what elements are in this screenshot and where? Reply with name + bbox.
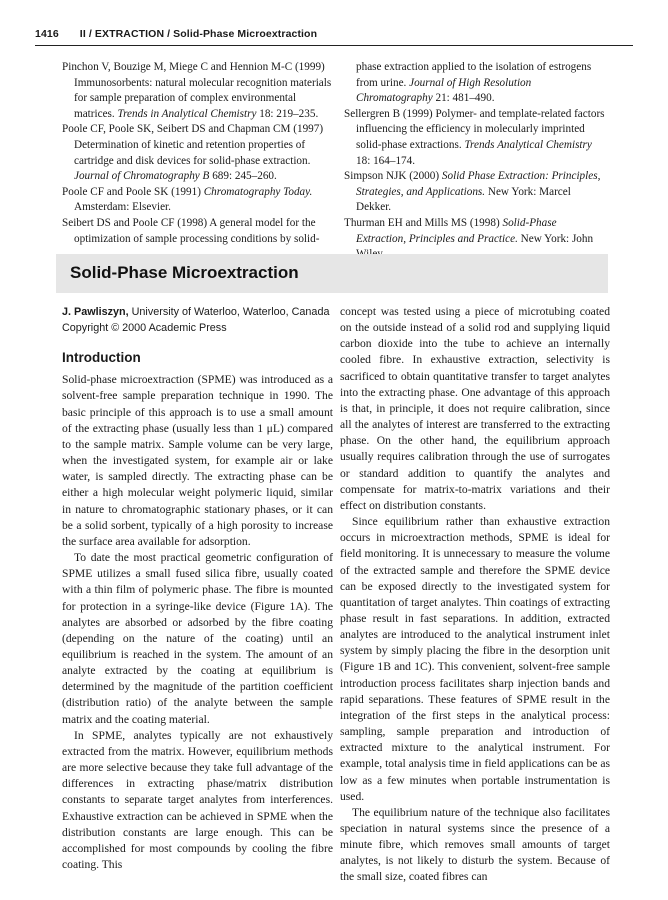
references-left-column — [62, 60, 337, 247]
body-paragraph: The equilibrium nature of the technique also facilitates speciation in natural systems since the presence of a minute fibre, which removes small amounts of target analytes, is not likely to disturb the system. Because of the small size, coated fibres can — [340, 805, 610, 884]
section-heading-introduction: Introduction — [62, 350, 141, 366]
author-affiliation: University of Waterloo, Waterloo, Canada — [128, 306, 330, 318]
body-right-column — [340, 304, 610, 886]
page-number: 1416 — [35, 28, 59, 40]
reference-entry: Poole CF and Poole SK (1991) Chromatography Today. Amsterdam: Elsevier. — [62, 185, 313, 214]
reference-entry: Thurman EH and Mills MS (1998) Solid-Phase Extraction, Principles and Practice. New York: John — [344, 216, 594, 245]
reference-entry: Simpson NJK (2000) Solid Phase Extraction: Principles, Strategies, and Applications. New York: Marcel Dekker. — [344, 170, 601, 214]
body-paragraph: Solid-phase microextraction (SPME) was introduced as a solvent-free sample preparation technique in 1990. The basic principle of this approach is to use a small amount of the extracting phase (usually less than 1 μL) compared to the sample matrix. Sample volume can be very large, when the investigated system, for example air or lake water, is sampled directly. The extracting phase can be either a high molecular weight polymeric liquid, similar in nature to chromatographic stationary phases, or it can be a solid sorbent, typically of a high porosity to increase the surface area available for adsorption. — [62, 373, 333, 548]
header-rule — [35, 45, 633, 46]
author-name: J. Pawliszyn, — [62, 306, 129, 318]
running-header — [35, 28, 633, 40]
reference-entry: Sellergren B (1999) Polymer- and template-related factors influencing the efficiency in molecularly imprinted solid-phase extractions. Trends Analytical Chemistry 18: 164–174. — [344, 107, 605, 167]
body-paragraph: To date the most practical geometric configuration of SPME utilizes a small fused silica fibre, usually coated with a thin film of polymeric phase. The fibre is mounted for protection in a syringe-like device (Figure 1A). The analytes are absorbed or adsorbed by the fibre coating (depending on the nature of the coating) until an equilibrium is reached in the system. The amount of an analyte extracted by the coating at equilibrium is determined by the magnitude of the partition coefficient (distribution ratio) of the analyte between the sample matrix and the coating material. — [62, 551, 333, 726]
running-title: II / EXTRACTION / Solid-Phase Microextraction — [79, 28, 318, 40]
references-right-column — [344, 60, 608, 263]
author-line — [62, 304, 333, 320]
article-title-band — [56, 254, 608, 293]
body-paragraph: concept was tested using a piece of microtubing coated on the outside instead of a solid rod and supplying liquid carbon dioxide into the tube to achieve an internally cooled fibre. In exhaustive extraction, selectivity is sacrificed to obtain quantitative transfer to target analytes into the extracting phase. One advantage of this approach is that, in principle, it does not require calibration, since all the analytes of interest are transferred to the extracting phase. On the other hand, the equilibrium approach usually requires calibration through the use of surrogates or standard addition to quantify the analytes and compensate for matrix-to-matrix variations and their effect on distribution constants. — [340, 305, 610, 512]
reference-entry-continued: phase extraction applied to the isolation of estrogens from urine. Journal of High Resolution Chromatography 21: 481–490. — [356, 61, 592, 105]
article-title: Solid-Phase Microextraction — [70, 263, 299, 282]
reference-entry: Pinchon V, Bouzige M, Miege C and Hennion M-C (1999) Immunosorbents: natural molecular recognition materials for sample preparation of complex environmental matrices. Trends in Analytical Chemistry 18: 219–235. — [62, 61, 332, 120]
reference-entry: Seibert DS and Poole CF (1998) A general model for the optimization of sample processing conditions by solid- — [62, 216, 320, 245]
body-paragraph: In SPME, analytes typically are not exhaustively extracted from the matrix. However, equilibrium methods are more selective because they take full advantage of the differences in extracting phase/matrix distribution constants to separate target analytes from interferences. Exhaustive extraction can be achieved in SPME when the distribution constants are large enough. This can be accomplished for most compounds by cooling the fibre coating. This — [62, 728, 333, 871]
body-left-column — [62, 304, 333, 873]
copyright-notice: Copyright © 2000 Academic Press — [62, 322, 227, 334]
body-paragraph: Since equilibrium rather than exhaustive extraction occurs in microextraction methods, SPME is ideal for field monitoring. It is unnecessary to measure the volume of the extracted sample and therefore the SPME device can be exposed directly to the investigated system for quantitation of target analytes. Thin coatings of extracting phase result in fast separations. In addition, extracted analytes are introduced to the analytical instrument inlet system by simply placing the fibre in the desorption unit (Figure 1B and 1C). This convenient, solvent-free sample introduction process facilitates sharp injection bands and rapid separations. These features of SPME result in the integration of the first steps in the analytical process: sampling, sample preparation and introduction of extracted mixture to the analytical instrument. For example, total analysis time in field applications can be as low as a few minutes when portable instrumentation is used. — [340, 515, 610, 803]
reference-entry: Poole CF, Poole SK, Seibert DS and Chapman CM (1997) Determination of kinetic and retention properties of cartridge and disk devices for solid-phase extraction. Journal of Chromatography B 689: 245–260. — [62, 123, 324, 183]
